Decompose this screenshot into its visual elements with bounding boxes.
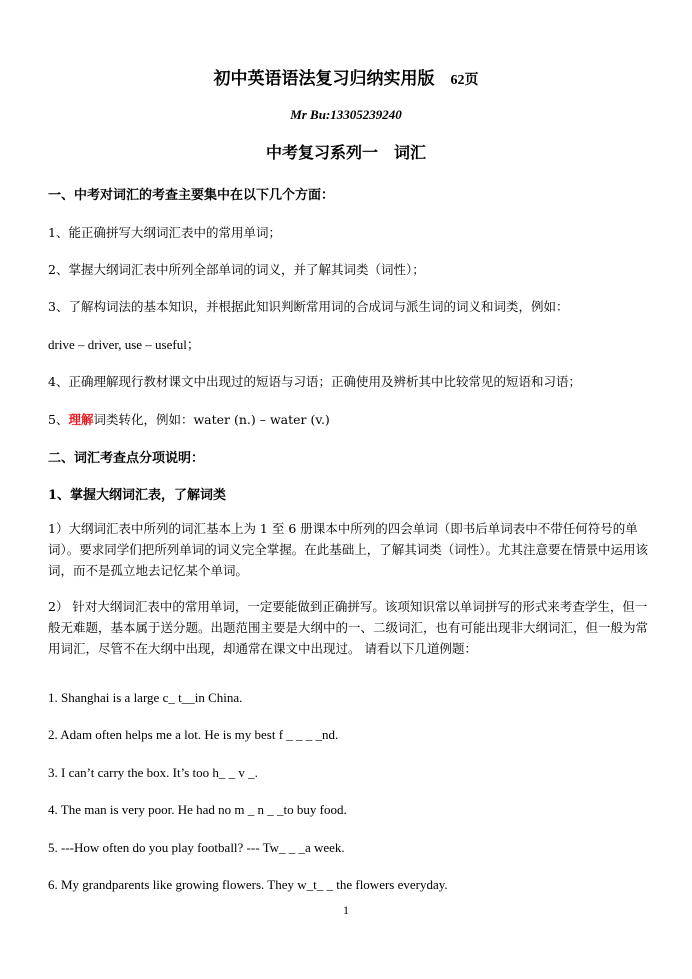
title-text: 初中英语语法复习归纳实用版 [213, 69, 435, 89]
item5-rest: 词类转化，例如：water (n.) – water (v.) [93, 412, 330, 427]
list-item-5 [48, 410, 330, 428]
page-count: 62页 [450, 73, 479, 88]
list-item-3: 3、了解构词法的基本知识，并根据此知识判断常用词的合成词与派生词的词义和词类，例如： [48, 299, 569, 314]
section2-subheading: 1、掌握大纲词汇表，了解词类 [48, 488, 227, 503]
item5-prefix: 5、 [48, 412, 69, 427]
paragraph-1: 1）大纲词汇表中所列的词汇基本上为 1 至 6 册课本中所列的四会单词（即书后单词表中不带任何符号的单词）。要求同学们把所列单词的词义完全掌握。在此基础上，了解其词类（词性）。尤其注意要在情景中运用该词，而不是孤立地去记忆某个单词。 [48, 521, 649, 578]
list-item-2: 2、掌握大纲词汇表中所列全部单词的词义，并了解其词类（词性）； [48, 262, 425, 277]
list-item-4: 4、正确理解现行教材课文中出现过的短语与习语；正确使用及辨析其中比较常见的短语和习语； [48, 374, 581, 389]
list-item-1: 1、能正确拼写大纲词汇表中的常用单词； [48, 225, 281, 240]
section1-heading: 一、中考对词汇的考查主要集中在以下几个方面： [48, 188, 335, 203]
series-title: 中考复习系列一 词汇 [265, 143, 426, 162]
exercise-4: 4. The man is very poor. He had no m _ n _ _to buy food. [48, 802, 347, 817]
author-line: Mr Bu:13305239240 [290, 107, 402, 122]
page-number: 1 [343, 903, 349, 917]
exercise-1: 1. Shanghai is a large c_ t__in China. [48, 690, 243, 705]
document-title [0, 64, 692, 89]
exercise-6: 6. My grandparents like growing flowers. They w_t_ _ the flowers everyday. [48, 877, 448, 892]
exercise-2: 2. Adam often helps me a lot. He is my best f _ _ _ _nd. [48, 727, 339, 742]
exercise-5: 5. ---How often do you play football? --- Tw_ _ _a week. [48, 840, 345, 855]
exercise-3: 3. I can’t carry the box. It’s too h_ _ v _. [48, 765, 258, 780]
list-item-3-example: drive – driver, use – useful； [48, 337, 200, 352]
highlighted-word: 理解 [68, 412, 94, 427]
section2-heading: 二、词汇考查点分项说明： [48, 451, 205, 466]
paragraph-2: 2） 针对大纲词汇表中的常用单词，一定要能做到正确拼写。该项知识常以单词拼写的形式来考查学生，但一般无难题，基本属于送分题。出题范围主要是大纲中的一、二级词汇，也有可能出现非大纲词汇，但一般为常用词汇，尽管不在大纲中出现，却通常在课文中出现过。 请看以下几道例题： [48, 599, 649, 656]
